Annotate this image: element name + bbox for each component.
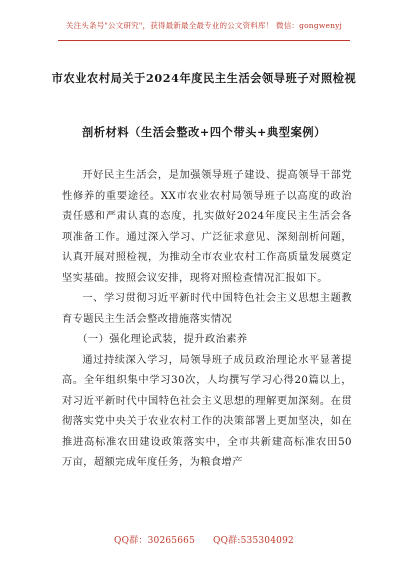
section-heading-1: 一、学习贯彻习近平新时代中国特色社会主义思想主题教育专题民主生活会整改措施落实情况 <box>62 293 352 325</box>
footer <box>0 533 408 546</box>
header-banner: 关注头条号"公文研究"，获得最新最全最专业的公文资料库！ 微信：gongwenyj <box>65 21 343 30</box>
document-title-line-2: 剖析材料（生活会整改+四个带头+典型案例） <box>82 125 326 139</box>
document-body <box>62 166 352 474</box>
subsection-heading-1: （一）强化理论武装，提升政治素养 <box>77 334 248 345</box>
footer-qq-group-2: QQ群:535304092 <box>213 536 294 546</box>
intro-paragraph: 开好民主生活会，是加强领导班子建设、提高领导干部党性修养的重要途径。XX市农业农村局领导班子以高度的政治责任感和严肃认真的态度，扎实做好2024年度民主生活会各项准备工作。通过深入学习、广泛征求意见、深刻剖析问题，认真开展对照检视，为推动全市农业农村工作高质量发展奠定坚实基础。按照会议安排，现将对照检查情况汇报如下。 <box>62 170 352 284</box>
header-divider <box>58 40 350 41</box>
document-title-line-1: 市农业农村局关于2024年度民主生活会领导班子对照检视 <box>51 71 357 85</box>
footer-qq-group-1: QQ群：30265665 <box>114 536 196 546</box>
body-paragraph-1: 通过持续深入学习，局领导班子成员政治理论水平显著提高。全年组织集中学习30次，人均撰写学习心得20篇以上，对习近平新时代中国特色社会主义思想的理解更加深刻。在贯彻落实党中央关于农业农村工作的决策部署上更加坚决，如在推进高标准农田建设政策落实中，全市共新建高标准农田50万亩，超额完成年度任务，为粮食增产 <box>62 354 352 468</box>
